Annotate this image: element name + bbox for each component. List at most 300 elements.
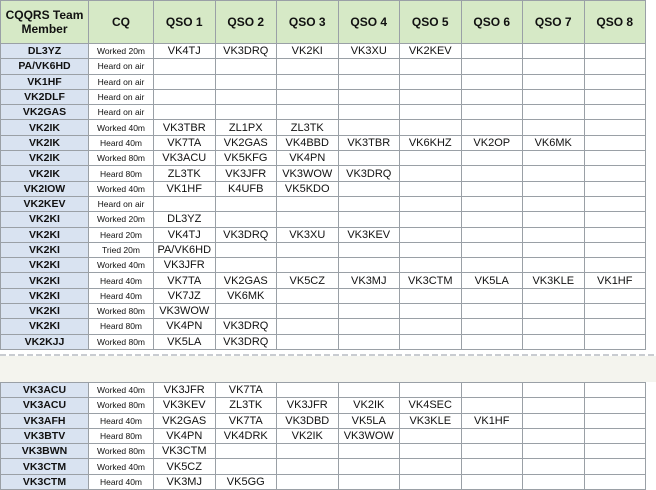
qso-cell (523, 59, 585, 74)
qso-cell (400, 258, 462, 273)
qso-cell (584, 258, 646, 273)
qso-cell (400, 319, 462, 334)
qso-cell: VK2GAS (154, 413, 216, 428)
table-row (1, 166, 646, 181)
qso-cell (584, 413, 646, 428)
qso-cell: VK6MK (215, 288, 277, 303)
qso-cell: VK5LA (461, 273, 523, 288)
header-qso-3: QSO 3 (277, 1, 339, 44)
qso-cell (215, 59, 277, 74)
qso-cell (461, 383, 523, 398)
qso-cell (523, 151, 585, 166)
qso-cell (584, 319, 646, 334)
qso-cell: VK3KEV (338, 227, 400, 242)
qso-cell (400, 428, 462, 443)
qso-cell: VK7TA (154, 135, 216, 150)
qso-cell (523, 44, 585, 59)
qso-cell (338, 459, 400, 474)
qso-cell (461, 288, 523, 303)
qso-cell: VK3XU (338, 44, 400, 59)
cq-cell: Worked 80m (89, 444, 154, 459)
qso-cell (584, 334, 646, 349)
qso-cell (461, 398, 523, 413)
qso-cell (277, 474, 339, 489)
table-row (1, 181, 646, 196)
table-row (1, 334, 646, 349)
qso-cell: VK5LA (154, 334, 216, 349)
qso-cell (338, 444, 400, 459)
header-qso-5: QSO 5 (400, 1, 462, 44)
qso-cell (338, 59, 400, 74)
page-gap (0, 356, 656, 382)
qso-cell (461, 105, 523, 120)
header-qso-8: QSO 8 (584, 1, 646, 44)
qso-cell: VK3DBD (277, 413, 339, 428)
table-row (1, 474, 646, 489)
qso-cell (461, 196, 523, 211)
qso-cell (154, 74, 216, 89)
cq-cell: Heard 80m (89, 428, 154, 443)
qso-cell: VK2IK (277, 428, 339, 443)
qso-cell: VK7TA (215, 383, 277, 398)
table-row (1, 273, 646, 288)
qso-cell: VK2GAS (215, 273, 277, 288)
member-cell: VK2IK (1, 166, 89, 181)
qso-cell (523, 242, 585, 257)
qso-cell (584, 242, 646, 257)
cq-cell: Heard on air (89, 105, 154, 120)
qso-cell (338, 334, 400, 349)
qso-cell: VK6MK (523, 135, 585, 150)
table-row (1, 304, 646, 319)
qso-cell: VK6KHZ (400, 135, 462, 150)
member-cell: VK2IOW (1, 181, 89, 196)
qso-cell (338, 383, 400, 398)
qso-cell (584, 44, 646, 59)
qso-cell (400, 288, 462, 303)
qso-cell (277, 89, 339, 104)
table-row (1, 196, 646, 211)
qso-cell (584, 105, 646, 120)
qso-cell (338, 474, 400, 489)
qso-cell (461, 120, 523, 135)
table-row (1, 135, 646, 150)
qso-cell (584, 444, 646, 459)
qso-cell: VK3TBR (338, 135, 400, 150)
member-cell: VK2KI (1, 258, 89, 273)
qso-cell (584, 474, 646, 489)
cq-cell: Worked 80m (89, 151, 154, 166)
qso-cell: VK3JFR (154, 258, 216, 273)
cq-cell: Heard on air (89, 59, 154, 74)
qso-cell: VK4PN (277, 151, 339, 166)
member-cell: VK2KI (1, 242, 89, 257)
qso-cell (338, 242, 400, 257)
qso-cell: VK2GAS (215, 135, 277, 150)
qso-cell: VK3KEV (154, 398, 216, 413)
qso-cell: VK3DRQ (215, 44, 277, 59)
member-cell: VK2IK (1, 135, 89, 150)
member-cell: VK2KEV (1, 196, 89, 211)
cq-cell: Worked 20m (89, 44, 154, 59)
table-row (1, 288, 646, 303)
qso-cell (338, 74, 400, 89)
qso-cell: VK3WOW (277, 166, 339, 181)
qso-cell (400, 151, 462, 166)
qso-cell: VK3DRQ (215, 334, 277, 349)
qso-cell (461, 74, 523, 89)
qso-cell: VK4TJ (154, 44, 216, 59)
qso-cell (215, 89, 277, 104)
qso-table-bottom (0, 382, 646, 490)
qso-cell: VK2IK (338, 398, 400, 413)
qso-cell (400, 334, 462, 349)
qso-cell (277, 459, 339, 474)
qso-cell (584, 135, 646, 150)
qso-cell: DL3YZ (154, 212, 216, 227)
qso-cell: VK7JZ (154, 288, 216, 303)
qso-cell (154, 59, 216, 74)
qso-cell (461, 59, 523, 74)
qso-cell (215, 258, 277, 273)
qso-cell (338, 105, 400, 120)
qso-cell: VK3MJ (338, 273, 400, 288)
cq-cell: Tried 20m (89, 242, 154, 257)
qso-cell (400, 166, 462, 181)
qso-cell (523, 74, 585, 89)
cq-cell: Heard on air (89, 74, 154, 89)
qso-cell: VK3JFR (154, 383, 216, 398)
table-row (1, 444, 646, 459)
qso-cell (523, 196, 585, 211)
member-cell: VK3CTM (1, 459, 89, 474)
qso-cell (461, 334, 523, 349)
qso-cell (461, 242, 523, 257)
qso-cell: ZL3TK (277, 120, 339, 135)
table-row (1, 59, 646, 74)
member-cell: VK2KI (1, 319, 89, 334)
qso-cell (400, 227, 462, 242)
qso-cell (338, 120, 400, 135)
qso-cell (523, 428, 585, 443)
table-row (1, 428, 646, 443)
qso-cell (461, 227, 523, 242)
qso-cell (338, 258, 400, 273)
qso-cell (461, 474, 523, 489)
member-cell: VK2DLF (1, 89, 89, 104)
qso-cell: VK3ACU (154, 151, 216, 166)
member-cell: DL3YZ (1, 44, 89, 59)
qso-cell: VK3DRQ (215, 227, 277, 242)
qso-cell: VK2OP (461, 135, 523, 150)
qso-cell: VK4PN (154, 319, 216, 334)
qso-cell: VK3XU (277, 227, 339, 242)
qso-cell (584, 89, 646, 104)
qso-cell: VK3JFR (215, 166, 277, 181)
table-row (1, 227, 646, 242)
qso-cell (338, 212, 400, 227)
member-cell: PA/VK6HD (1, 59, 89, 74)
qso-cell: VK1HF (154, 181, 216, 196)
qso-cell (215, 196, 277, 211)
qso-cell (523, 319, 585, 334)
qso-cell (400, 196, 462, 211)
cq-cell: Heard 80m (89, 166, 154, 181)
qso-cell (461, 444, 523, 459)
qso-cell: VK5KDO (277, 181, 339, 196)
cq-cell: Heard 40m (89, 413, 154, 428)
header-qso-4: QSO 4 (338, 1, 400, 44)
qso-cell (584, 151, 646, 166)
qso-cell: VK5CZ (277, 273, 339, 288)
cq-cell: Worked 40m (89, 258, 154, 273)
qso-cell (523, 474, 585, 489)
qso-cell (277, 444, 339, 459)
cq-cell: Worked 40m (89, 120, 154, 135)
header-row (1, 1, 646, 44)
qso-cell (584, 74, 646, 89)
cq-cell: Heard 40m (89, 474, 154, 489)
qso-cell (584, 181, 646, 196)
qso-cell (400, 474, 462, 489)
qso-cell (400, 120, 462, 135)
member-cell: VK2GAS (1, 105, 89, 120)
table-row (1, 319, 646, 334)
qso-cell (461, 428, 523, 443)
qso-cell: VK5KFG (215, 151, 277, 166)
member-cell: VK3ACU (1, 383, 89, 398)
qso-cell (523, 166, 585, 181)
qso-cell: VK4PN (154, 428, 216, 443)
qso-cell: VK5LA (338, 413, 400, 428)
table-row (1, 383, 646, 398)
qso-cell (523, 212, 585, 227)
qso-cell (584, 196, 646, 211)
qso-cell: PA/VK6HD (154, 242, 216, 257)
qso-cell (523, 334, 585, 349)
qso-cell (154, 89, 216, 104)
member-cell: VK1HF (1, 74, 89, 89)
member-cell: VK3BTV (1, 428, 89, 443)
header-qso-6: QSO 6 (461, 1, 523, 44)
qso-cell: VK4SEC (400, 398, 462, 413)
qso-cell: VK5GG (215, 474, 277, 489)
cq-cell: Heard on air (89, 89, 154, 104)
qso-cell (400, 89, 462, 104)
cq-cell: Heard 20m (89, 227, 154, 242)
qso-cell (584, 212, 646, 227)
table-row (1, 398, 646, 413)
qso-cell (523, 383, 585, 398)
qso-cell (215, 105, 277, 120)
qso-cell (523, 89, 585, 104)
qso-cell (215, 444, 277, 459)
qso-cell (523, 258, 585, 273)
qso-cell (523, 181, 585, 196)
qso-cell: VK3MJ (154, 474, 216, 489)
cq-cell: Worked 20m (89, 212, 154, 227)
table-row (1, 105, 646, 120)
qso-cell: VK3WOW (154, 304, 216, 319)
qso-cell: VK4DRK (215, 428, 277, 443)
qso-cell (461, 151, 523, 166)
qso-cell (461, 212, 523, 227)
qso-cell: VK4BBD (277, 135, 339, 150)
qso-cell (584, 59, 646, 74)
qso-cell (400, 105, 462, 120)
qso-cell (215, 242, 277, 257)
qso-cell (400, 74, 462, 89)
qso-cell (338, 319, 400, 334)
qso-cell (215, 212, 277, 227)
qso-cell: VK1HF (584, 273, 646, 288)
qso-cell (523, 459, 585, 474)
qso-cell (277, 258, 339, 273)
cq-cell: Heard 40m (89, 288, 154, 303)
qso-cell (523, 288, 585, 303)
member-cell: VK2KI (1, 288, 89, 303)
cq-cell: Worked 80m (89, 334, 154, 349)
qso-cell: VK3WOW (338, 428, 400, 443)
qso-cell (523, 120, 585, 135)
qso-cell (400, 459, 462, 474)
qso-cell (584, 398, 646, 413)
qso-cell: VK3CTM (400, 273, 462, 288)
member-cell: VK3ACU (1, 398, 89, 413)
qso-cell (338, 181, 400, 196)
member-cell: VK2IK (1, 120, 89, 135)
table-row (1, 120, 646, 135)
cq-cell: Heard 40m (89, 135, 154, 150)
member-cell: VK3CTM (1, 474, 89, 489)
member-cell: VK3BWN (1, 444, 89, 459)
qso-cell (584, 428, 646, 443)
qso-cell (461, 304, 523, 319)
cq-cell: Worked 40m (89, 459, 154, 474)
qso-cell (277, 383, 339, 398)
qso-cell: ZL3TK (215, 398, 277, 413)
qso-cell (277, 212, 339, 227)
table-row (1, 212, 646, 227)
qso-cell (584, 288, 646, 303)
cq-cell: Heard 40m (89, 273, 154, 288)
header-qso-1: QSO 1 (154, 1, 216, 44)
qso-cell (400, 212, 462, 227)
qso-cell (277, 242, 339, 257)
qso-cell (584, 383, 646, 398)
qso-cell: VK2KEV (400, 44, 462, 59)
cq-cell: Worked 40m (89, 181, 154, 196)
member-cell: VK2KI (1, 304, 89, 319)
qso-cell: VK7TA (215, 413, 277, 428)
qso-cell (338, 89, 400, 104)
qso-cell (584, 120, 646, 135)
qso-cell (584, 459, 646, 474)
qso-cell: VK3KLE (523, 273, 585, 288)
qso-cell (461, 319, 523, 334)
qso-cell: VK3DRQ (215, 319, 277, 334)
qso-cell (523, 304, 585, 319)
cq-cell: Worked 80m (89, 398, 154, 413)
qso-cell (584, 227, 646, 242)
qso-cell (277, 105, 339, 120)
qso-cell (400, 242, 462, 257)
qso-cell (277, 196, 339, 211)
qso-cell (277, 319, 339, 334)
qso-cell (461, 89, 523, 104)
member-cell: VK2IK (1, 151, 89, 166)
qso-cell: VK3KLE (400, 413, 462, 428)
cq-cell: Worked 80m (89, 304, 154, 319)
qso-cell: K4UFB (215, 181, 277, 196)
qso-cell (338, 304, 400, 319)
header-member: CQQRS Team Member (1, 1, 89, 44)
member-cell: VK2KI (1, 273, 89, 288)
table-row (1, 459, 646, 474)
qso-cell: VK4TJ (154, 227, 216, 242)
qso-cell (461, 258, 523, 273)
qso-cell: VK3DRQ (338, 166, 400, 181)
qso-cell (584, 166, 646, 181)
qso-cell (523, 227, 585, 242)
table-row (1, 89, 646, 104)
qso-cell (338, 196, 400, 211)
member-cell: VK2KI (1, 212, 89, 227)
qso-cell (584, 304, 646, 319)
qso-cell: VK1HF (461, 413, 523, 428)
member-cell: VK2KJJ (1, 334, 89, 349)
qso-cell: ZL3TK (154, 166, 216, 181)
qso-cell (461, 459, 523, 474)
qso-cell (154, 105, 216, 120)
table-row (1, 413, 646, 428)
header-qso-7: QSO 7 (523, 1, 585, 44)
qso-cell (215, 74, 277, 89)
table-row (1, 258, 646, 273)
qso-cell (400, 444, 462, 459)
qso-cell (461, 44, 523, 59)
table-row (1, 44, 646, 59)
qso-cell (277, 304, 339, 319)
qso-cell (215, 304, 277, 319)
qso-cell (215, 459, 277, 474)
qso-cell (523, 398, 585, 413)
qso-cell: VK7TA (154, 273, 216, 288)
qso-cell: VK3CTM (154, 444, 216, 459)
qso-cell (277, 334, 339, 349)
qso-cell (400, 59, 462, 74)
header-qso-2: QSO 2 (215, 1, 277, 44)
table-row (1, 151, 646, 166)
qso-cell (461, 166, 523, 181)
qso-cell (154, 196, 216, 211)
cq-cell: Heard on air (89, 196, 154, 211)
qso-cell: VK3TBR (154, 120, 216, 135)
qso-cell (523, 413, 585, 428)
qso-cell: VK3JFR (277, 398, 339, 413)
member-cell: VK3AFH (1, 413, 89, 428)
qso-cell (400, 181, 462, 196)
cq-cell: Worked 40m (89, 383, 154, 398)
qso-cell: ZL1PX (215, 120, 277, 135)
qso-cell (461, 181, 523, 196)
qso-cell (277, 59, 339, 74)
qso-cell: VK2KI (277, 44, 339, 59)
qso-cell (400, 383, 462, 398)
qso-cell (400, 304, 462, 319)
qso-cell (338, 151, 400, 166)
cq-cell: Heard 80m (89, 319, 154, 334)
